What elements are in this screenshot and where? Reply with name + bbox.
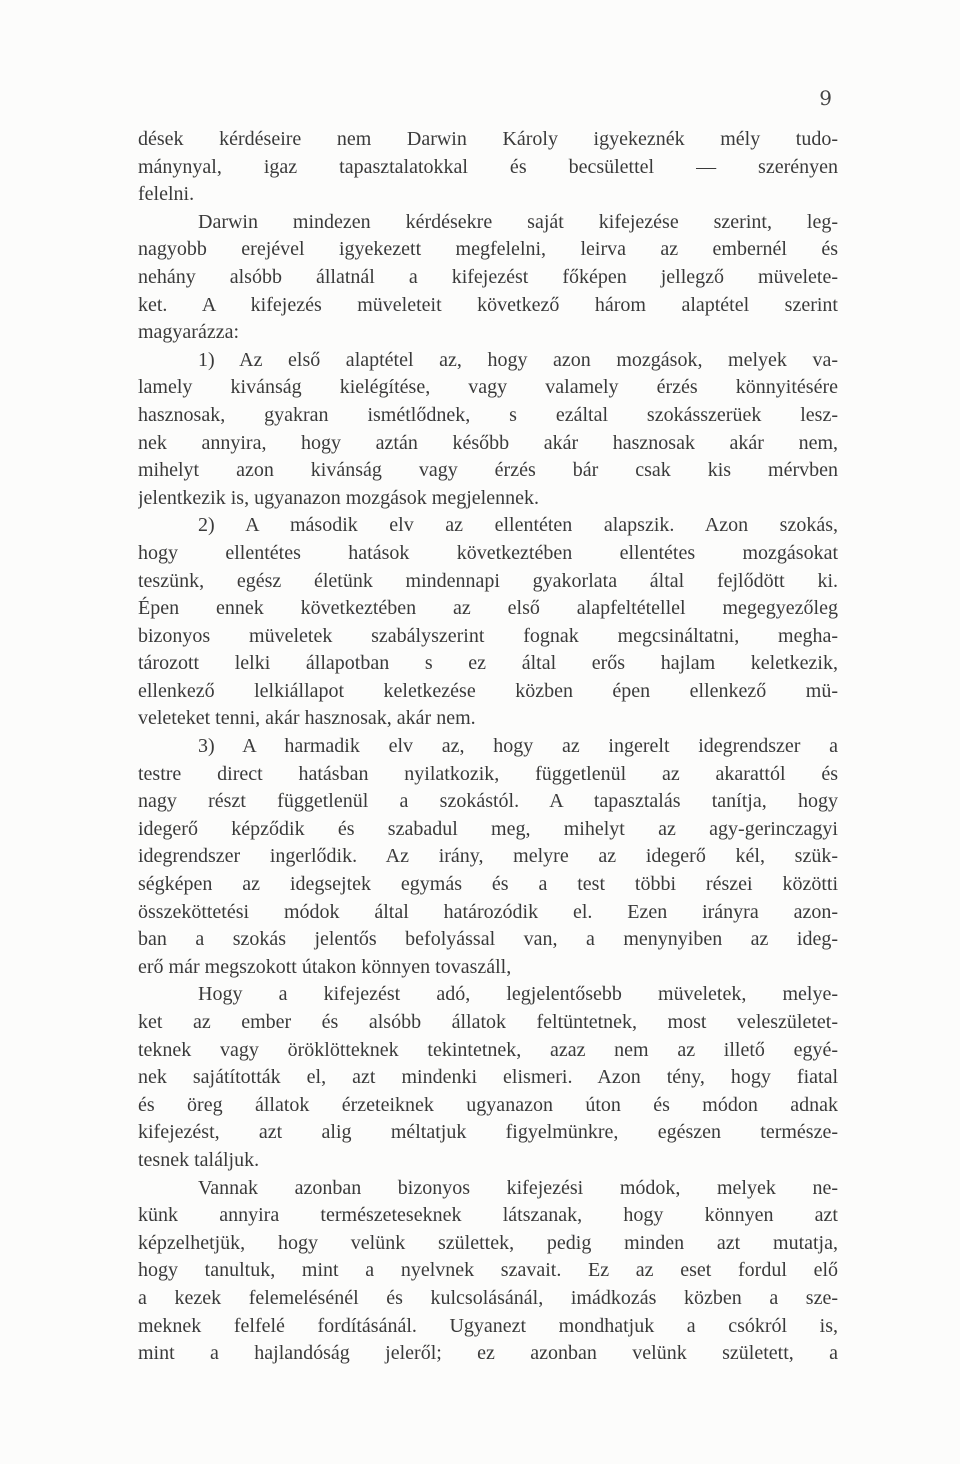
text-line: idegrendszer ingerlődik. Az irány, melyre az idegerő kél, szük- [138, 845, 838, 868]
text-line: Darwin mindezen kérdésekre saját kifejezése szerint, leg- [198, 210, 838, 233]
text-line: ket az ember és alsóbb állatok feltüntetnek, most veleszületet- [138, 1011, 838, 1033]
text-line: bizonyos müveletek szabályszerint fognak megcsináltatni, megha- [138, 624, 838, 647]
text-line: lamely kivánság kielégítése, vagy valamely érzés könnyitésére [138, 376, 838, 399]
text-line: jelentkezik is, ugyanazon mozgások megjelennek. [138, 486, 539, 509]
text-line: ban a szokás jelentős befolyással van, a menynyiben az ideg- [138, 928, 838, 951]
text-line: képzelhetjük, hogy velünk születtek, pedig minden azt mutatja, [138, 1231, 838, 1254]
text-line: ellenkező lelkiállapot keletkezése közben épen ellenkező mü- [138, 679, 838, 702]
text-line: hogy tanultuk, mint a nyelvnek szavait. Ez az eset fordul elő [138, 1259, 838, 1282]
text-line: ket. A kifejezés müveleteit következő három alaptétel szerint [138, 293, 838, 316]
text-line: tározott lelki állapotban s ez által erős hajlam keletkezik, [138, 652, 838, 675]
text-line: nek sajátították el, azt mindenki elismeri. Azon tény, hogy fiatal [138, 1066, 838, 1089]
text-line: idegerő képződik és szabadul meg, mihelyt az agy-gerinczagyi [138, 817, 838, 840]
text-line: összeköttetési módok által határozódik el. Ezen irányra azon- [138, 900, 838, 923]
page-number: 9 [819, 86, 832, 110]
text-line: meknek felfelé fordításánál. Ugyanezt mondhatjuk a csókról is, [138, 1314, 838, 1337]
text-line: hogy ellentétes hatások következtében ellentétes mozgásokat [138, 541, 838, 564]
body-text [138, 126, 838, 1368]
text-line: dések kérdéseire nem Darwin Károly igyekeznék mély tudo- [138, 128, 838, 150]
text-line: hasznosak, gyakran ismétlődnek, s ezáltal szokásszerüek lesz- [138, 403, 838, 426]
text-line: erő már megszokott útakon könnyen tovaszáll, [138, 955, 512, 978]
text-line: teszünk, egész életünk mindennapi gyakorlata által fejlődött ki. [138, 569, 838, 592]
text-line: 1) Az első alaptétel az, hogy azon mozgások, melyek va- [198, 348, 838, 371]
text-line: nehány alsóbb állatnál a kifejezést főképen jellegző müvelete- [138, 265, 838, 288]
text-line: testre direct hatásban nyilatkozik, függetlenül az akarattól és [138, 762, 838, 785]
text-line: nek annyira, hogy aztán később akár hasznosak akár nem, [138, 431, 838, 454]
text-line: a kezek felemelésénél és kulcsolásánál, imádkozás közben a sze- [138, 1286, 838, 1309]
text-line: nagy részt függetlenül a szokástól. A tapasztalás tanítja, hogy [138, 790, 838, 813]
text-line: Hogy a kifejezést adó, legjelentősebb müveletek, melye- [198, 983, 838, 1006]
text-line: 3) A harmadik elv az, hogy az ingerelt idegrendszer a [198, 735, 838, 758]
text-line: 2) A második elv az ellentéten alapszik. Azon szokás, [198, 514, 838, 537]
text-line: teknek vagy öröklötteknek tekintetnek, azaz nem az illető egyé- [138, 1038, 838, 1061]
text-line: magyarázza: [138, 321, 240, 344]
text-line: tesnek találjuk. [138, 1148, 260, 1171]
text-line: veleteket tenni, akár hasznosak, akár nem. [138, 707, 476, 730]
text-line: mint a hajlandóság jeleről; ez azonban velünk született, a [138, 1342, 838, 1365]
text-line: mánynyal, igaz tapasztalatokkal és becsülettel — szerényen [138, 155, 838, 178]
text-line: Épen ennek következtében az első alapfeltétellel megegyezőleg [138, 597, 838, 620]
text-line: mihelyt azon kivánság vagy érzés bár csak kis mérvben [138, 459, 838, 482]
text-line: ségképen az idegsejtek egymás és a test többi részei közötti [138, 873, 838, 896]
text-line: Vannak azonban bizonyos kifejezési módok, melyek ne- [198, 1176, 838, 1199]
text-line: és öreg állatok érzeteiknek ugyanazon úton és módon adnak [138, 1093, 838, 1116]
text-line: künk annyira természeteseknek látszanak, hogy könnyen azt [138, 1204, 838, 1227]
text-line: felelni. [138, 183, 195, 206]
text-line: nagyobb erejével igyekezett megfelelni, leirva az embernél és [138, 238, 838, 261]
text-line: kifejezést, azt alig méltatjuk figyelmünkre, egészen természe- [138, 1121, 838, 1144]
